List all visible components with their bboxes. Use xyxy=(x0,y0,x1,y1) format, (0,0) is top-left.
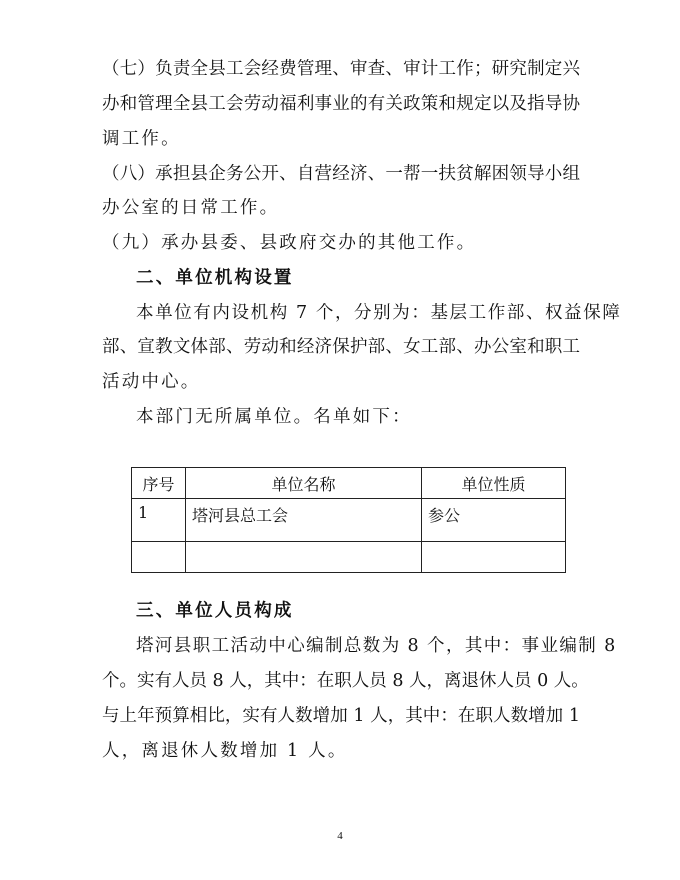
cell-unit-type: 参公 xyxy=(422,499,566,542)
header-seq: 序号 xyxy=(132,468,186,499)
table-row xyxy=(132,499,566,542)
units-table xyxy=(131,467,566,573)
cell-seq: 1 xyxy=(132,499,186,542)
section-2-para-line-1: 本单位有内设机构 7 个，分别为：基层工作部、权益保障 xyxy=(136,303,622,323)
para-7-line-3: 调工作。 xyxy=(102,129,181,149)
section-2-para-line-3: 活动中心。 xyxy=(102,372,201,392)
section-3-heading: 三、单位人员构成 xyxy=(136,601,294,621)
cell-unit-type xyxy=(422,542,566,573)
cell-unit-name xyxy=(186,542,422,573)
header-unit-name: 单位名称 xyxy=(186,468,422,499)
section-3-line-4: 人，离退休人数增加 1 人。 xyxy=(102,741,348,761)
header-unit-type: 单位性质 xyxy=(422,468,566,499)
section-2-para-line-2: 部、宣教文体部、劳动和经济保护部、女工部、办公室和职工 xyxy=(102,337,580,357)
section-2-para-2: 本部门无所属单位。名单如下： xyxy=(136,407,412,427)
section-3-line-2: 个。实有人员 8 人，其中：在职人员 8 人，离退休人员 0 人。 xyxy=(102,671,589,691)
para-8-line-2: 办公室的日常工作。 xyxy=(102,198,280,218)
cell-seq xyxy=(132,542,186,573)
para-8-line-1: （八）承担县企务公开、自营经济、一帮一扶贫解困领导小组 xyxy=(102,164,580,184)
section-3-line-3: 与上年预算相比，实有人数增加 1 人，其中：在职人数增加 1 xyxy=(102,706,580,726)
section-2-heading: 二、单位机构设置 xyxy=(136,268,294,288)
para-9-line-1: （九）承办县委、县政府交办的其他工作。 xyxy=(102,233,477,253)
cell-unit-name: 塔河县总工会 xyxy=(186,499,422,542)
page-number: 4 xyxy=(337,830,343,842)
para-7-line-2: 办和管理全县工会劳动福利事业的有关政策和规定以及指导协 xyxy=(102,94,580,114)
table-header-row xyxy=(132,468,566,499)
para-7-line-1: （七）负责全县工会经费管理、审查、审计工作；研究制定兴 xyxy=(102,59,580,79)
table-row xyxy=(132,542,566,573)
section-3-line-1: 塔河县职工活动中心编制总数为 8 个，其中：事业编制 8 xyxy=(136,636,617,656)
